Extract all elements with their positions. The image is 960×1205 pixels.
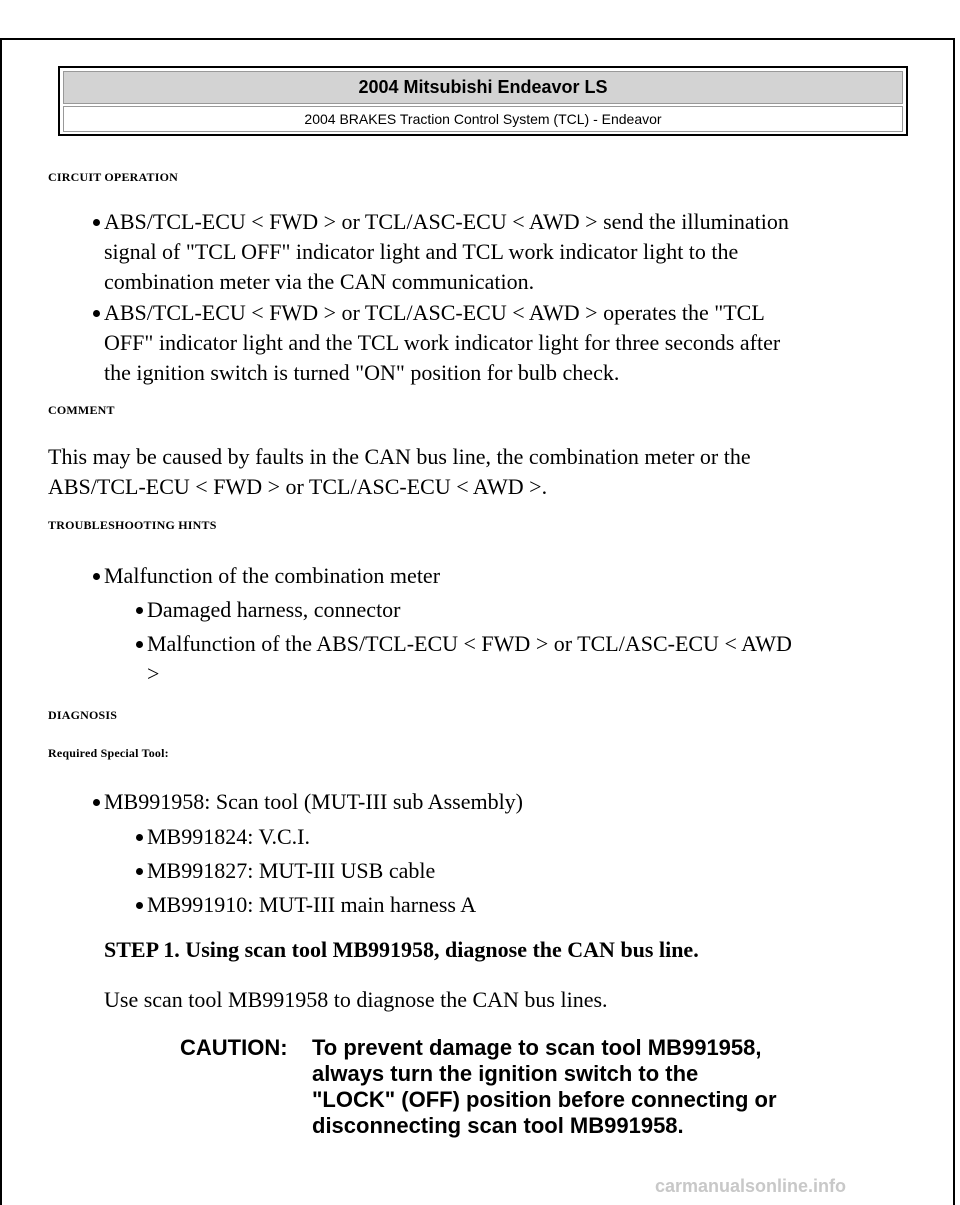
header-subtitle-bar bbox=[63, 106, 903, 132]
section-heading-circuit-operation: CIRCUIT OPERATION bbox=[48, 170, 178, 184]
header-title-bar bbox=[63, 71, 903, 104]
section-heading-comment: COMMENT bbox=[48, 403, 115, 417]
document-header bbox=[58, 66, 908, 136]
comment-line: ABS/TCL-ECU < FWD > or TCL/ASC-ECU < AWD >. bbox=[48, 474, 548, 499]
section-heading-diagnosis: DIAGNOSIS bbox=[48, 708, 118, 722]
bullet-dot bbox=[136, 868, 143, 875]
bullet-line: OFF" indicator light and the TCL work indicator light for three seconds after bbox=[104, 330, 781, 355]
caution-line: always turn the ignition switch to the bbox=[312, 1061, 699, 1086]
caution-label: CAUTION: bbox=[180, 1035, 288, 1060]
caution-line: disconnecting scan tool MB991958. bbox=[312, 1113, 684, 1138]
sub-bullet-line: Malfunction of the ABS/TCL-ECU < FWD > or TCL/ASC-ECU < AWD bbox=[147, 631, 792, 656]
sub-bullet-line: Damaged harness, connector bbox=[147, 597, 401, 622]
bullet-line: ABS/TCL-ECU < FWD > or TCL/ASC-ECU < AWD > send the illumination bbox=[104, 209, 789, 234]
bullet-line: signal of "TCL OFF" indicator light and TCL work indicator light to the bbox=[104, 239, 739, 264]
sub-bullet-line: MB991827: MUT-III USB cable bbox=[147, 858, 436, 883]
step-text: Use scan tool MB991958 to diagnose the CAN bus lines. bbox=[104, 987, 608, 1012]
required-tool-heading: Required Special Tool: bbox=[48, 746, 169, 760]
bullet-dot bbox=[136, 902, 143, 909]
bullet-dot bbox=[93, 219, 100, 226]
bullet-line: the ignition switch is turned "ON" position for bulb check. bbox=[104, 360, 620, 385]
bullet-dot bbox=[136, 641, 143, 648]
watermark: carmanualsonline.info bbox=[655, 1176, 847, 1196]
bullet-line: MB991958: Scan tool (MUT-III sub Assembly) bbox=[104, 789, 524, 814]
sub-bullet-line: MB991824: V.C.I. bbox=[147, 824, 311, 849]
bullet-dot bbox=[93, 310, 100, 317]
header-title: 2004 Mitsubishi Endeavor LS bbox=[358, 77, 608, 97]
sub-bullet-line: > bbox=[147, 661, 160, 686]
caution-line: To prevent damage to scan tool MB991958, bbox=[312, 1035, 762, 1060]
bullet-dot bbox=[93, 573, 100, 580]
caution-line: "LOCK" (OFF) position before connecting or bbox=[312, 1087, 777, 1112]
sub-bullet-line: MB991910: MUT-III main harness A bbox=[147, 892, 477, 917]
header-subtitle: 2004 BRAKES Traction Control System (TCL) - Endeavor bbox=[304, 111, 662, 127]
bullet-dot bbox=[136, 834, 143, 841]
bullet-line: Malfunction of the combination meter bbox=[104, 563, 441, 588]
comment-line: This may be caused by faults in the CAN bus line, the combination meter or the bbox=[48, 444, 751, 469]
bullet-line: ABS/TCL-ECU < FWD > or TCL/ASC-ECU < AWD > operates the "TCL bbox=[104, 300, 765, 325]
bullet-dot bbox=[136, 607, 143, 614]
bullet-dot bbox=[93, 799, 100, 806]
step-title: STEP 1. Using scan tool MB991958, diagnose the CAN bus line. bbox=[104, 937, 699, 962]
bullet-line: combination meter via the CAN communication. bbox=[104, 269, 535, 294]
section-heading-troubleshooting: TROUBLESHOOTING HINTS bbox=[48, 518, 217, 532]
